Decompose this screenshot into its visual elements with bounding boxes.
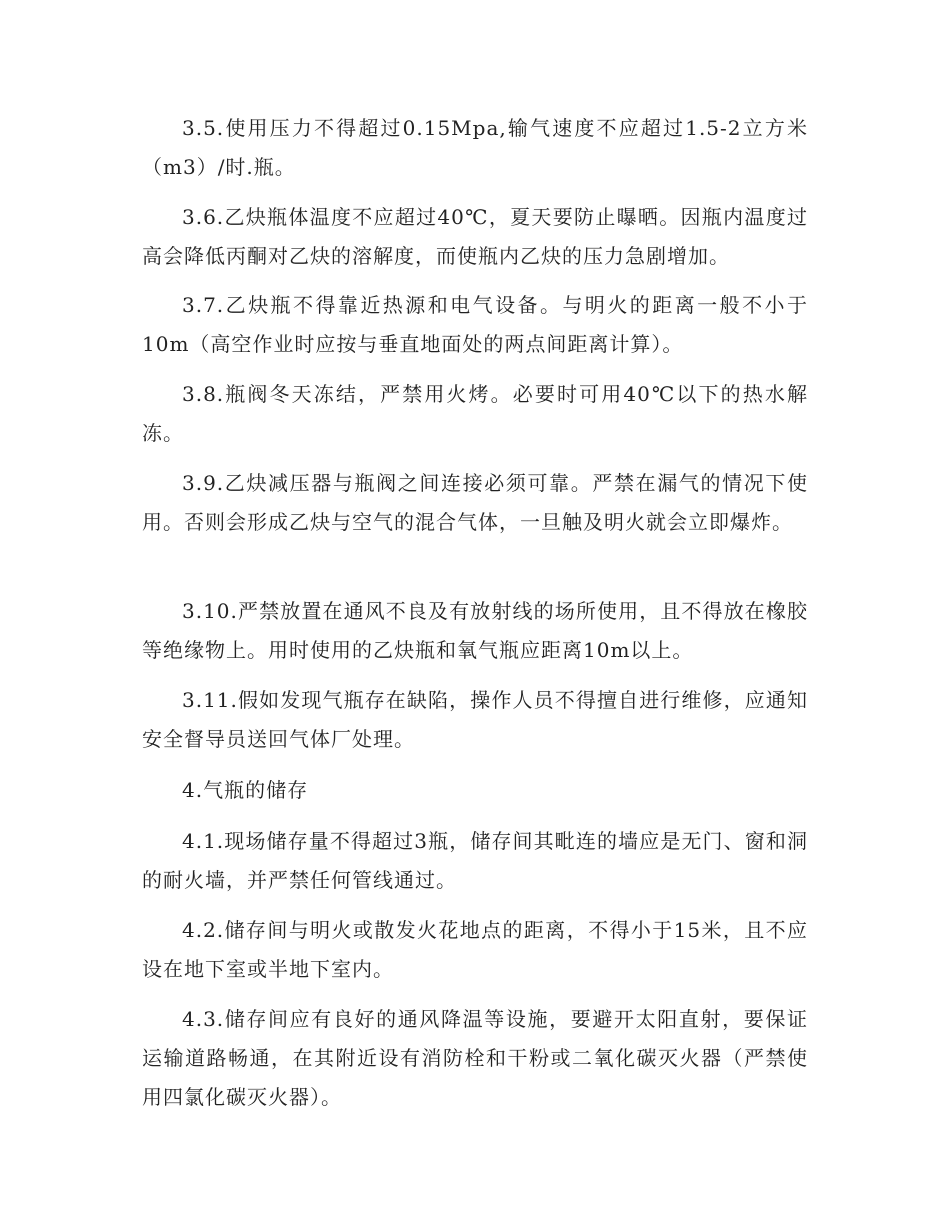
paragraph-3-10: 3.10.严禁放置在通风不良及有放射线的场所使用，且不得放在橡胶等绝缘物上。用时使用的乙炔瓶和氧气瓶应距离10m以上。 (142, 599, 808, 662)
paragraph-3-7: 3.7.乙炔瓶不得靠近热源和电气设备。与明火的距离一般不小于10m（高空作业时应按与垂直地面处的两点间距离计算）。 (142, 293, 808, 356)
paragraph-3-11: 3.11.假如发现气瓶存在缺陷，操作人员不得擅自进行维修，应通知安全督导员送回气体厂处理。 (142, 688, 808, 751)
paragraph-3-6: 3.6.乙炔瓶体温度不应超过40℃，夏天要防止曝晒。因瓶内温度过高会降低丙酮对乙炔的溶解度，而使瓶内乙炔的压力急剧增加。 (142, 205, 808, 268)
section-heading-4: 4.气瓶的储存 (182, 778, 309, 802)
paragraph-4-1: 4.1.现场储存量不得超过3瓶，储存间其毗连的墙应是无门、窗和洞的耐火墙，并严禁任何管线通过。 (142, 829, 808, 892)
paragraph-3-5: 3.5.使用压力不得超过0.15Mpa,输气速度不应超过1.5-2立方米（m3）/时.瓶。 (142, 116, 808, 179)
paragraph-4-3: 4.3.储存间应有良好的通风降温等设施，要避开太阳直射，要保证运输道路畅通，在其附近设有消防栓和干粉或二氧化碳灭火器（严禁使用四氯化碳灭火器）。 (142, 1007, 808, 1109)
paragraph-3-8: 3.8.瓶阀冬天冻结，严禁用火烤。必要时可用40℃以下的热水解冻。 (142, 382, 808, 445)
paragraph-4-2: 4.2.储存间与明火或散发火花地点的距离，不得小于15米，且不应设在地下室或半地下室内。 (142, 918, 808, 981)
paragraph-3-9: 3.9.乙炔减压器与瓶阀之间连接必须可靠。严禁在漏气的情况下使用。否则会形成乙炔与空气的混合气体，一旦触及明火就会立即爆炸。 (142, 471, 808, 534)
